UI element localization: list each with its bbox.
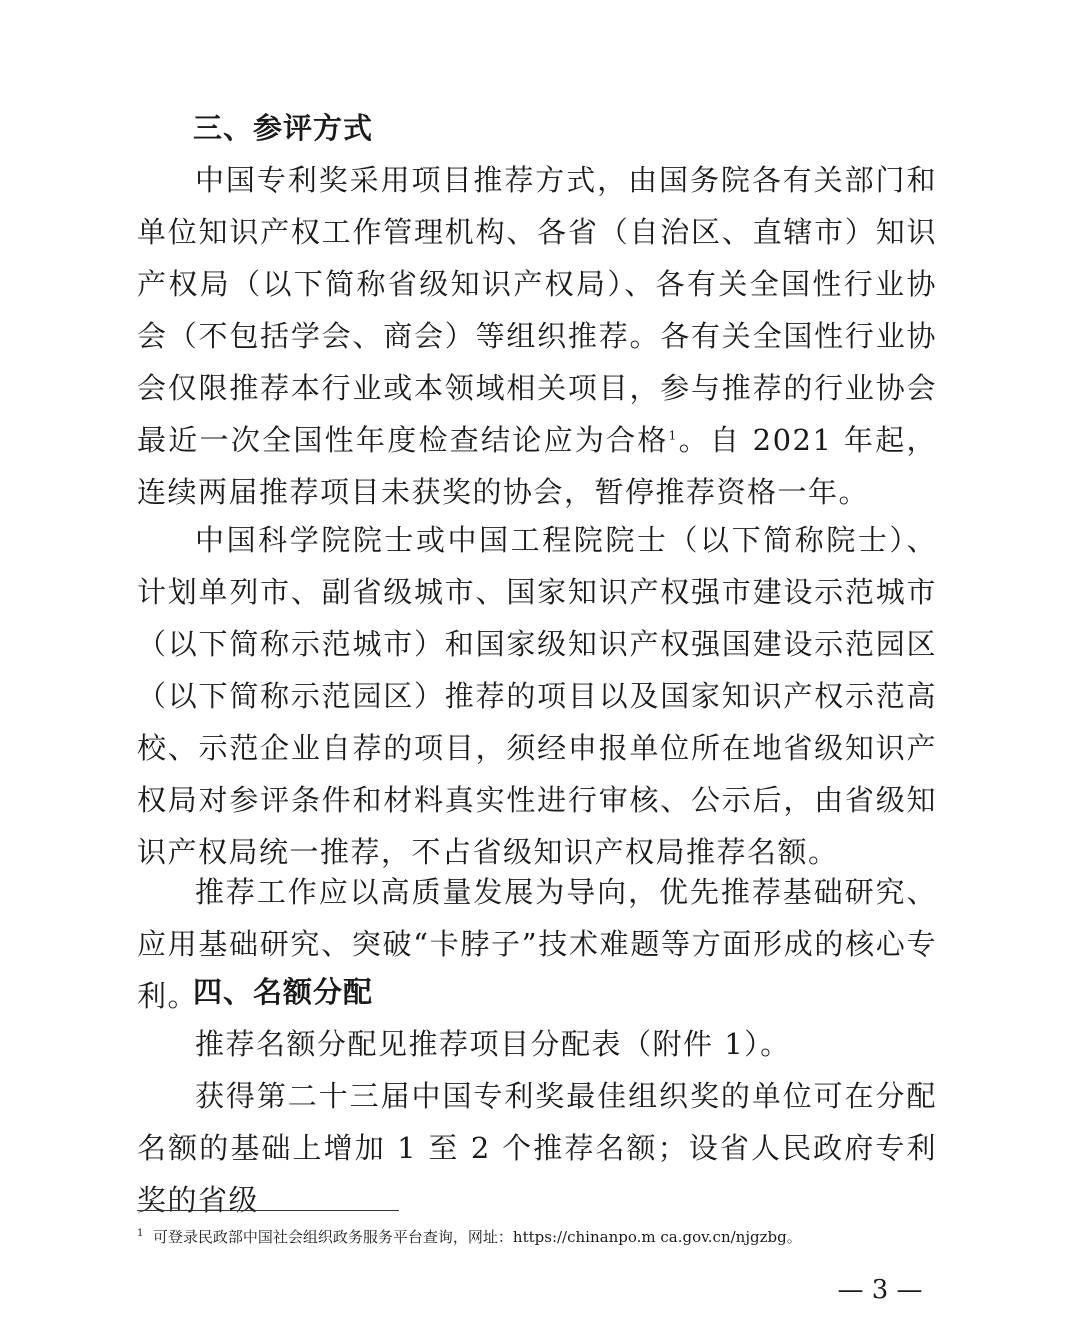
paragraph-recommendation-guidance: 推荐工作应以高质量发展为导向，优先推荐基础研究、应用基础研究、突破“卡脖子”技术难题等方面形成的核心专利。 xyxy=(137,875,937,1013)
paragraph-extra-quota: 获得第二十三届中国专利奖最佳组织奖的单位可在分配名额的基础上增加 1 至 2 个推荐名额；设省人民政府专利奖的省级 xyxy=(137,1079,937,1217)
footnote-divider xyxy=(137,1210,399,1211)
footnote xyxy=(137,1222,937,1249)
footnote-mark: 1 xyxy=(137,1228,144,1239)
paragraph-academician-recommendation: 中国科学院院士或中国工程院院士（以下简称院士）、计划单列市、副省级城市、国家知识产权强市建设示范城市（以下简称示范城市）和国家级知识产权强国建设示范园区（以下简称示范园区）推荐的项目以及国家知识产权示范高校、示范企业自荐的项目，须经申报单位所在地省级知识产权局对参评条件和材料真实性进行审核、公示后，由省级知识产权局统一推荐，不占省级知识产权局推荐名额。 xyxy=(137,523,937,869)
paragraph-text: 中国专利奖采用项目推荐方式，由国务院各有关部门和单位知识产权工作管理机构、各省（自治区、直辖市）知识产权局（以下简称省级知识产权局）、各有关全国性行业协会（不包括学会、商会）等组织推荐。各有关全国性行业协会仅限推荐本行业或本领域相关项目，参与推荐的行业协会最近一次全国性年度检查结论应为合格 xyxy=(137,163,937,457)
paragraph-text-continued: 。自 2021 年起，连续两届推荐项目未获奖的协会，暂停推荐资格一年。 xyxy=(137,423,937,509)
section-heading-4: 四、名额分配 xyxy=(193,975,374,1009)
footnote-reference: 1 xyxy=(668,428,678,443)
paragraph-quota-allocation: 推荐名额分配见推荐项目分配表（附件 1）。 xyxy=(195,1027,791,1061)
page-number: — 3 — xyxy=(837,1275,923,1305)
footnote-text: 可登录民政部中国社会组织政务服务平台查询，网址：https://chinanpo.m ca.gov.cn/njgzbg。 xyxy=(152,1228,802,1246)
section-heading-3: 三、参评方式 xyxy=(193,111,374,145)
paragraph-evaluation-method xyxy=(137,154,937,518)
